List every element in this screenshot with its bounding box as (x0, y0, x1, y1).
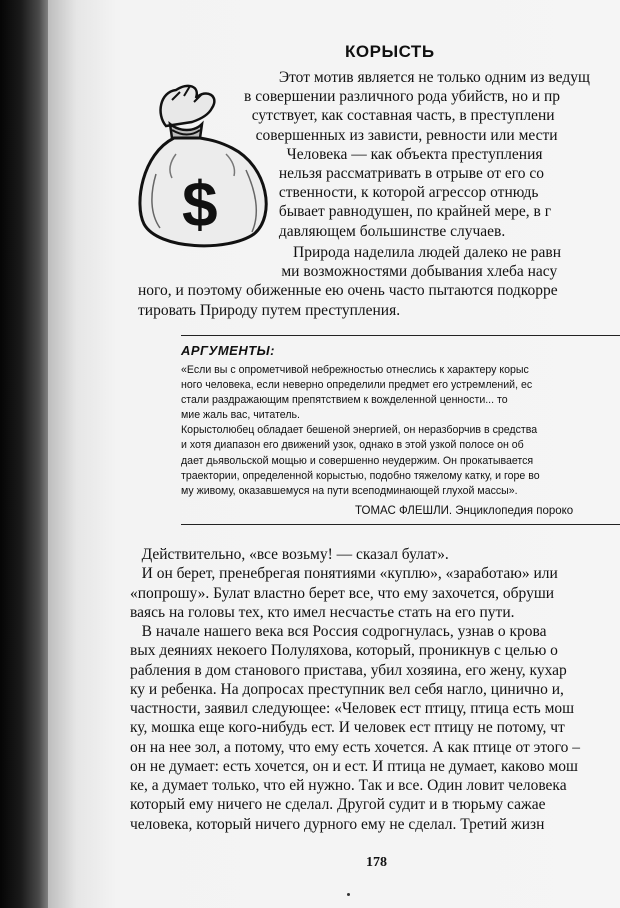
text-line: человека, который ничего дурного ему не сделал. Третий жизн (130, 815, 545, 833)
quote-line: ного человека, если неверно определили предмет его устремлений, ес (181, 379, 533, 392)
text-line: рабления в дом станового пристава, убил хозяина, его жену, кухар (130, 661, 567, 679)
arguments-bottom-rule (181, 524, 620, 525)
quote-line: «Если вы с опрометчивой небрежностью отнеслись к характеру корыс (181, 364, 529, 376)
text-line: ку и ребенка. На допросах преступник вел себя нагло, цинично и, (130, 680, 564, 698)
text-line: Действительно, «все возьму! — сказал булат». (130, 546, 449, 563)
text-line: ми возможностями добывания хлеба насу (138, 263, 558, 281)
text-line: давляющем большинстве случаев. (244, 222, 506, 240)
arguments-quote (181, 363, 540, 499)
intro-paragraph (244, 68, 590, 241)
quote-line: му живому, оказавшемуся на пути всеподминающей глухой массы». (181, 484, 518, 497)
quote-line: мие жаль вас, читатель. (181, 409, 300, 422)
text-line: тировать Природу путем преступления. (138, 301, 401, 319)
quote-line: и хотя диапазон его движений узок, однако в этой узкой полосе он об (181, 439, 524, 452)
text-line: сутствует, как составная часть, в преступлени (244, 107, 555, 125)
text-line: Человека — как объекта преступления (244, 145, 543, 163)
text-line: совершенных из зависти, ревности или мести (244, 126, 558, 144)
page-title: КОРЫСТЬ (345, 42, 435, 61)
quote-line: дает дьявольской мощью и совершенно неудержим. Он прокатывается (181, 454, 534, 467)
text-line: Природа наделила людей далеко не равн (138, 244, 562, 261)
text-line: который ему ничего не сделал. Другой судит и в тюрьму сажае (130, 796, 546, 814)
text-line: ственности, к которой агрессор отнюдь (244, 184, 539, 202)
book-page (48, 0, 620, 908)
arguments-heading: АРГУМЕНТЫ: (181, 343, 276, 358)
text-line: И он берет, пренебрегая понятиями «куплю», «заработаю» или (130, 565, 558, 583)
text-line: бывает равнодушен, по крайней мере, в г (244, 203, 552, 221)
page-number: 178 (366, 855, 387, 870)
text-line: ваясь на головы тех, кто имел несчастье стать на его пути. (130, 603, 515, 621)
second-paragraph (138, 243, 561, 320)
text-line: он на нее зол, а потому, что ему есть хочется. А как птице от этого – (130, 738, 580, 756)
text-line: в совершении различного рода убийств, но и пр (244, 88, 561, 106)
arguments-top-rule (181, 335, 620, 336)
print-speck (347, 893, 350, 896)
main-text (130, 545, 580, 834)
quote-line: Корыстолюбец обладает бешеной энергией, он неразборчив в средства (181, 424, 538, 437)
text-line: он не думает: есть хочется, он и ест. И птица не думает, каково мош (130, 757, 578, 775)
text-line: частности, заявил следующее: «Человек ест птицу, птица есть мош (130, 700, 575, 717)
quote-line: стали раздражающим препятствием к вожделенной ценности... то (181, 394, 508, 407)
text-line: Этот мотив является не только одним из ведущ (244, 69, 590, 86)
svg-text:$: $ (182, 168, 218, 240)
text-line: нельзя рассматривать в отрыве от его со (244, 165, 545, 183)
quote-attribution: ТОМАС ФЛЕШЛИ. Энциклопедия пороко (355, 505, 574, 517)
book-gutter (0, 0, 52, 908)
text-line: «попрошу». Булат властно берет все, что ему захочется, обруши (130, 584, 555, 602)
text-line: ку, мошка еще кого-нибудь ест. И человек ест птицу не потому, чт (130, 719, 565, 737)
text-line: ке, а думает только, что ей нужно. Так и все. Один ловит человека (130, 777, 567, 794)
text-line: вых деяниях некоего Полуляхова, который, проникнув с целью о (130, 642, 558, 660)
text-line: ного, и поэтому обиженные ею очень часто пытаются подкорре (138, 282, 558, 300)
text-line: В начале нашего века вся Россия содрогнулась, узнав о крова (130, 623, 547, 640)
quote-line: траектории, определенной корыстью, подобно тяжелому катку, и горе во (181, 469, 540, 482)
